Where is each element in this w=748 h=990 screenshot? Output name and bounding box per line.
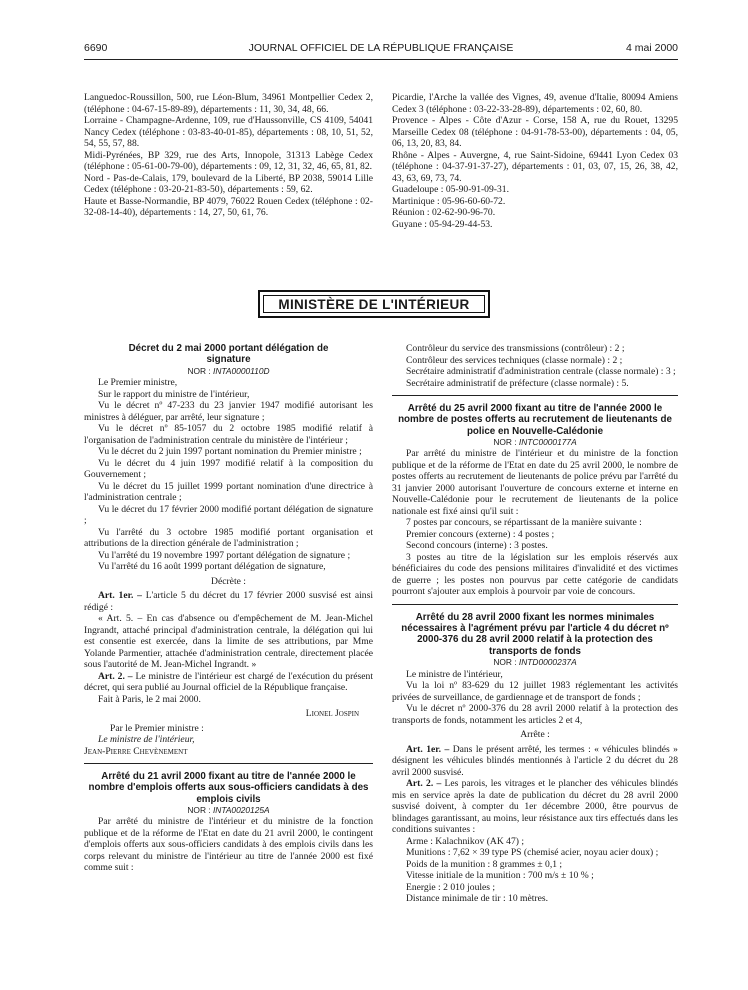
article-2: [84, 671, 373, 694]
region-entry: Martinique : 05-96-60-60-72.: [392, 195, 506, 207]
issue-date: 4 mai 2000: [626, 42, 678, 54]
regional-list-left: [84, 92, 373, 219]
arrete-28-article-2: [392, 778, 678, 836]
arrete-25-nor: [392, 437, 678, 449]
region-entry: Provence - Alpes - Côte d'Azur - Corse, 158 A, rue du Rouet, 13295 Marseille Cedex 08 (téléphone : 04-91-78-53-00), départements : 04, 05, 06, 13, 20, 83, 84.: [392, 115, 678, 149]
decret-title: Décret du 2 mai 2000 portant délégation de signature: [128, 343, 329, 366]
section-divider: [84, 763, 373, 764]
article-1-label: Art. 1er. –: [98, 590, 142, 602]
quota-item: Secrétaire administratif de préfecture (classe normale) : 5.: [406, 377, 629, 389]
region-entry: Guyane : 05-94-29-44-53.: [392, 218, 493, 230]
arrete-21-nor: [84, 805, 373, 817]
article-1: [84, 590, 373, 613]
arrete-25-title: Arrêté du 25 avril 2000 fixant au titre de l'année 2000 le nombre de postes offerts au recrutement de lieutenants de police en Nouvelle-Calédonie: [398, 403, 672, 437]
decret-nor: [84, 366, 373, 378]
arrete-28-visa: Vu le décret nº 2000-376 du 28 avril 2000 relatif à la protection des transports de fonds, notamment les articles 2 et 4,: [392, 703, 678, 726]
arrete-25-p1: 7 postes par concours, se répartissant de la manière suivante :: [406, 517, 642, 529]
signatory: Lionel Jospin: [305, 708, 359, 720]
nor-code: INTC0000177A: [518, 436, 577, 447]
decret-intro: Le Premier ministre,: [98, 377, 178, 389]
page-number: 6690: [84, 42, 108, 54]
minister-title: Le ministre de l'intérieur,: [98, 734, 195, 746]
region-entry: Nord - Pas-de-Calais, 179, boulevard de la Liberté, BP 2038, 59014 Lille Cedex (téléphone : 03-20-21-83-50), départements : 59, 62.: [84, 172, 373, 195]
article-2-label: Art. 2. –: [406, 778, 442, 790]
article-5-quote: « Art. 5. – En cas d'absence ou d'empêchement de M. Jean-Michel Ingrandt, attaché principal d'administration centrale, la délégation qui lui est consentie est exercée, dans la limite de ses attributions, par Mme Yolande Parmentier, attachée d'administration centrale, directement placée sous l'autorité de M. Jean-Michel Ingrandt. »: [84, 613, 373, 671]
article-1-label: Art. 1er. –: [406, 743, 450, 755]
visa: Vu le décret nº 47-233 du 23 janvier 1947 modifié autorisant les ministres à déléguer, par arrêté, leur signature ;: [84, 400, 373, 423]
journal-title: JOURNAL OFFICIEL DE LA RÉPUBLIQUE FRANÇAISE: [248, 42, 514, 54]
ministry-title: MINISTÈRE DE L'INTÉRIEUR: [263, 295, 485, 313]
arrete-28-visa: Vu la loi nº 83-629 du 12 juillet 1983 réglementant les activités privées de surveillance, de gardiennage et de transport de fonds ;: [392, 680, 678, 703]
minister-name: Jean-Pierre Chevènement: [84, 745, 188, 757]
nor-code: INTA0020125A: [212, 804, 270, 815]
article-2-label: Art. 2. –: [98, 670, 133, 682]
quota-item: Secrétaire administratif d'administration centrale (classe normale) : 3 ;: [406, 366, 676, 377]
arrete-28-title: Arrêté du 28 avril 2000 fixant les normes minimales nécessaires à l'agrément prévu par l'article 4 du décret nº 2000-376 du 28 avril 2000 relatif à la protection des transports de fonds: [401, 611, 669, 657]
quota-item: Contrôleur du service des transmissions (contrôleur) : 2 ;: [406, 343, 625, 354]
test-condition: Energie : 2 010 joules ;: [406, 881, 496, 893]
arrete-25-body: Par arrêté du ministre de l'intérieur et du ministre de la fonction publique et de la réforme de l'Etat en date du 25 avril 2000, le nombre de postes offerts au recrutement de lieutenants de police prévu par l'arrêté du 31 janvier 2000 autorisant l'ouverture de concours externe et interne en Nouvelle-Calédonie pour le recrutement de lieutenants de la police nationale est fixé ainsi qu'il suit :: [392, 448, 678, 517]
visa: Vu le décret du 2 juin 1997 portant nomination du Premier ministre ;: [98, 446, 362, 458]
region-entry: Haute et Basse-Normandie, BP 4079, 76022 Rouen Cedex (téléphone : 02-32-08-14-40), départements : 14, 27, 50, 61, 76.: [84, 195, 373, 218]
article-2-text: Le ministre de l'intérieur est chargé de l'exécution du présent décret, qui sera publié au Journal officiel de la République française.: [84, 670, 373, 694]
test-condition: Vitesse initiale de la munition : 700 m/s ± 10 % ;: [406, 870, 594, 882]
arrete-21-body: Par arrêté du ministre de l'intérieur et du ministre de la fonction publique et de la réforme de l'Etat en date du 21 avril 2000, le contingent d'emplois offerts aux sous-officiers candidats à des emplois civils dans les corps relevant du ministre de l'intérieur au titre de l'année 2000 est fixé comme suit :: [84, 816, 373, 874]
article-1-text: L'article 5 du décret du 17 février 2000 susvisé est ainsi rédigé :: [84, 590, 374, 613]
arrete-28-article-1: [392, 744, 678, 779]
arrete-25-p2: Premier concours (externe) : 4 postes ;: [406, 528, 555, 540]
par-le-premier-ministre: Par le Premier ministre :: [110, 722, 204, 734]
nor-label: NOR :: [493, 657, 517, 668]
section-divider: [392, 604, 678, 605]
nor-label: NOR :: [187, 804, 211, 815]
region-entry: Languedoc-Roussillon, 500, rue Léon-Blum, 34961 Montpellier Cedex 2, (téléphone : 04-67-15-89-89), départements : 11, 30, 34, 48, 66.: [84, 92, 373, 115]
header-rule: [84, 59, 678, 60]
visa: Vu le décret du 4 juin 1997 modifié relatif à la composition du Gouvernement ;: [84, 457, 373, 481]
nor-code: INTA0000110D: [213, 365, 270, 376]
nor-code: INTD0000237A: [518, 657, 577, 668]
nor-label: NOR :: [493, 436, 517, 447]
region-entry: Lorraine - Champagne-Ardenne, 109, rue d'Haussonville, CS 4109, 54041 Nancy Cedex (téléphone : 03-83-40-01-85), départements : 08, 10, 51, 52, 54, 55, 57, 88.: [84, 115, 373, 149]
arrete-25-p3: Second concours (interne) : 3 postes.: [406, 540, 548, 552]
visa: Vu l'arrêté du 16 août 1999 portant délégation de signature,: [98, 561, 326, 573]
region-entry: Réunion : 02-62-90-96-70.: [392, 207, 496, 218]
region-entry: Picardie, l'Arche la vallée des Vignes, 49, avenue d'Italie, 80094 Amiens Cedex 3 (téléphone : 03-22-33-28-89), départements : 02, 60, 80.: [392, 92, 678, 115]
region-entry: Guadeloupe : 05-90-91-09-31.: [392, 184, 509, 195]
visa: Vu l'arrêté du 3 octobre 1985 modifié portant organisation et attributions de la direction générale de l'administration ;: [84, 526, 373, 550]
arrete-heading: Arrête :: [520, 729, 550, 741]
visa: Vu l'arrêté du 19 novembre 1997 portant délégation de signature ;: [98, 549, 351, 561]
article-2-text: Les parois, les vitrages et le plancher des véhicules blindés mis en service après la date de publication du décret du 28 avril 2000 susvisé doivent, à compter du 1er décembre 2000, être pourvus de blindages garantissant, au moins, leur résistance aux tirs effectués dans les conditions suivantes :: [392, 778, 678, 836]
decrete-heading: Décrète :: [211, 575, 246, 587]
region-entry: Midi-Pyrénées, BP 329, rue des Arts, Innopole, 31313 Labège Cedex (téléphone : 05-61-00-79-00), départements : 09, 12, 31, 32, 46, 65, 81, 82.: [84, 149, 373, 172]
test-condition: Distance minimale de tir : 10 mètres.: [406, 893, 548, 905]
arrete-21-title: Arrêté du 21 avril 2000 fixant au titre de l'année 2000 le nombre d'emplois offerts aux sous-officiers candidats à des emplois civils: [88, 771, 369, 805]
article-1-text: Dans le présent arrêté, les termes : « véhicules blindés » désignent les véhicules blindés mentionnés à l'article 2 du décret du 28 avril 2000 susvisé.: [392, 743, 678, 778]
nor-label: NOR :: [187, 365, 211, 376]
right-column: [392, 343, 678, 905]
quota-item: Contrôleur des services techniques (classe normale) : 2 ;: [406, 354, 623, 366]
regional-list-right: [392, 92, 678, 230]
arrete-28-nor: [392, 657, 678, 669]
arrete-25-p4: 3 postes au titre de la législation sur les emplois réservés aux bénéficiaires du code des pensions militaires d'invalidité et des victimes de guerre ; les postes non pourvus par cette catégorie de candidats pourront s'ajouter aux emplois à pourvoir par voie de concours.: [392, 551, 678, 598]
ministry-banner: [258, 290, 490, 318]
arrete-28-intro: Le ministre de l'intérieur,: [406, 668, 503, 680]
section-divider: [392, 395, 678, 396]
visa: Vu le décret nº 85-1057 du 2 octobre 1985 modifié relatif à l'organisation de l'administration centrale du ministère de l'intérieur ;: [84, 423, 373, 446]
test-condition: Arme : Kalachnikov (AK 47) ;: [406, 835, 525, 847]
page-header: [84, 42, 678, 58]
test-condition: Munitions : 7,62 × 39 type PS (chemisé acier, noyau acier doux) ;: [406, 847, 659, 859]
left-column: [84, 343, 373, 874]
test-condition: Poids de la munition : 8 grammes ± 0,1 ;: [406, 858, 563, 870]
visa: Sur le rapport du ministre de l'intérieur,: [98, 388, 250, 400]
visa: Vu le décret du 15 juillet 1999 portant nomination d'une directrice à l'administration centrale ;: [84, 480, 373, 504]
visa: Vu le décret du 17 février 2000 modifié portant délégation de signature ;: [84, 503, 373, 527]
done-at: Fait à Paris, le 2 mai 2000.: [98, 693, 201, 705]
region-entry: Rhône - Alpes - Auvergne, 4, rue Saint-Sidoine, 69441 Lyon Cedex 03 (téléphone : 04-37-91-37-27), départements : 01, 03, 07, 15, 26, 38, 42, 43, 63, 69, 73, 74.: [392, 149, 678, 184]
